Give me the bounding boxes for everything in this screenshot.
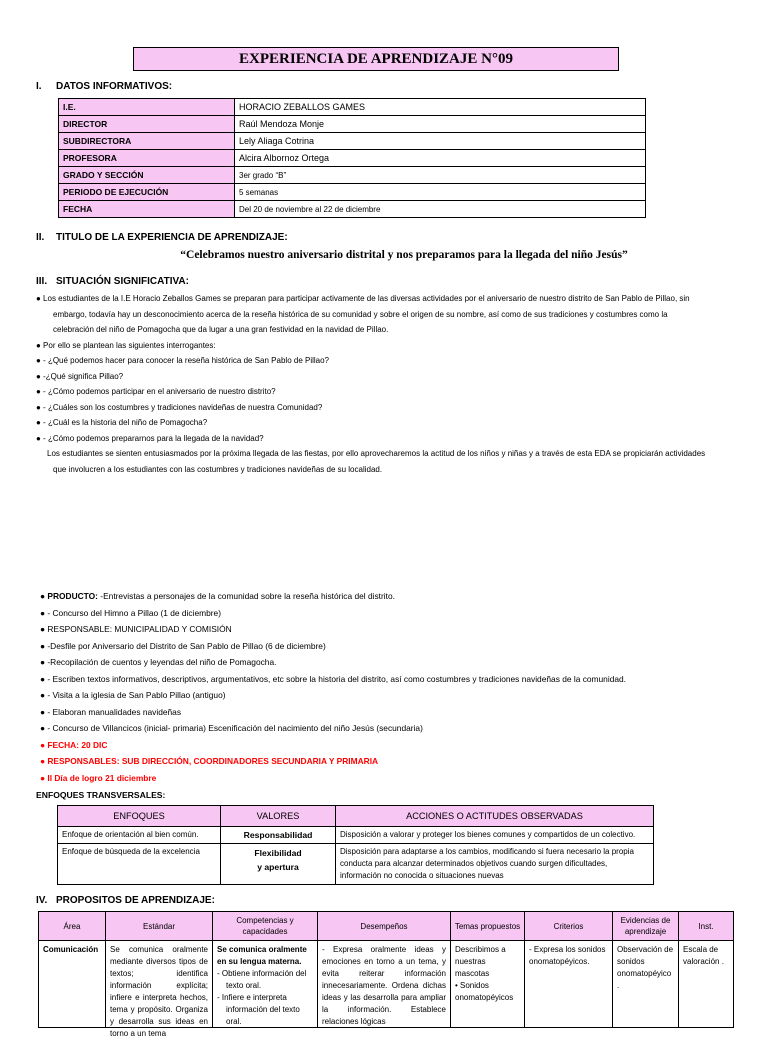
list-item: ● - Concurso de Villancicos (inicial- primaria) Escenificación del nacimiento del niño Jesús (secundaria): [40, 723, 423, 733]
table-row: DIRECTOR Raúl Mendoza Monje: [59, 116, 646, 133]
table-row: FECHA Del 20 de noviembre al 22 de diciembre: [59, 201, 646, 218]
list-item: ● - Concurso del Himno a Pillao (1 de diciembre): [40, 607, 222, 618]
section-situacion-heading: III. SITUACIÓN SIGNIFICATIVA:: [36, 276, 189, 287]
list-item: ● PRODUCTO: -Entrevistas a personajes de la comunidad sobre la reseña histórica del distrito.: [40, 591, 395, 601]
list-item: ● -Recopilación de cuentos y leyendas del niño de Pomagocha.: [40, 657, 277, 667]
column-header: ENFOQUES: [58, 806, 221, 827]
table-row: SUBDIRECTORA Lely Aliaga Cotrina: [59, 133, 646, 150]
list-item: ● - Escriben textos informativos, descriptivos, argumentativos, etc sobre la historia del distrito, así como costumbres y tradiciones navideñas de la comunidad.: [40, 673, 626, 684]
page-title: EXPERIENCIA DE APRENDIZAJE N°09: [133, 47, 619, 71]
column-header: Desempeños: [318, 912, 451, 941]
list-item: ● - Visita a la iglesia de San Pablo Pillao (antiguo): [40, 690, 226, 700]
list-item: ● RESPONSABLE: MUNICIPALIDAD Y COMISIÓN: [40, 624, 232, 634]
table-row: PROFESORA Alcira Albornoz Ortega: [59, 150, 646, 167]
column-header: Estándar: [106, 912, 213, 941]
list-item: ● - ¿Cómo podemos prepararnos para la llegada de la navidad?: [36, 433, 264, 443]
table-row: Enfoque de búsqueda de la excelencia Flexibilidad y apertura Disposición para adaptarse a los cambios, modificando si fuera necesario la propia conducta para alcanzar determinados objetivos cuando surgen dificultades, información no conocida o situaciones nuevas: [58, 844, 654, 885]
producto-list: [40, 588, 730, 786]
propositos-table: [38, 911, 734, 1038]
list-item: ● - Elaboran manualidades navideñas: [40, 706, 182, 717]
list-item: ● - ¿Cuáles son los costumbres y tradiciones navideñas de nuestra Comunidad?: [36, 402, 323, 412]
table-row: Comunicación Se comunica oralmente mediante diversos tipos de textos; identifica información explícita; infiere e interpreta hechos, tema y propósito. Organiza y desarrolla sus ideas en torno a un tema Se comunica oralmente en su lengua materna. - Obtiene información del texto oral. - Infiere e interpreta información del texto oral. - Expresa oralmente ideas y emociones en torno a un tema, y evita reiterar información innecesariamente. Ordena dichas ideas y las desarrolla para ampliar la información. Establece relaciones lógicas Describimos a nuestras mascotas • Sonidos onomatopéyicos - Expresa los sonidos onomatopéyicos. Observación de sonidos onomatopéyico . Escala de valoración .: [39, 941, 734, 1028]
situacion-text: ● Los estudiantes de la I.E Horacio Zeballos Games se preparan para participar activamente de las diversas actividades por el aniversario de nuestro distrito de San Pablo de Pillao, sin embargo, todavía hay un desconocimiento acerca de la reseña histórica de su comunidad y sobre el origen de su nombre, así como de sus tradiciones y costumbres como la celebración del niño de Pomagocha que da lugar a una gran festividad en la navidad de Pillao. ● Por ello se plantean las siguientes interrogantes: ● - ¿Qué podemos hacer para conocer la reseña histórica de San Pablo de Pillao? ● -¿Qué significa Pillao? ● - ¿Cómo podemos participar en el aniversario de nuestro distrito? ● - ¿Cuáles son los costumbres y tradiciones navideñas de nuestra Comunidad? ● - ¿Cuál es la historia del niño de Pomagocha? ● - ¿Cómo podemos prepararnos para la llegada de la navidad? Los estudiantes se sienten entusiasmados por la próxima llegada de las fiestas, por ello aprovecharemos la actitud de los niños y niñas y a través de esta EDA se propiciarán actividades que involucren a los estudiantes con las costumbres y tradiciones navideñas de su localidad.: [36, 291, 726, 477]
list-item: ● -¿Qué significa Pillao?: [36, 371, 124, 381]
column-header: Competencias y capacidades: [213, 912, 318, 941]
list-item: ● FECHA: 20 DIC: [40, 739, 108, 750]
list-item: ● - ¿Cuál es la historia del niño de Pomagocha?: [36, 418, 208, 427]
list-item: ● RESPONSABLES: SUB DIRECCIÓN, COORDINADORES SECUNDARIA Y PRIMARIA: [40, 756, 379, 766]
list-item: ● - ¿Qué podemos hacer para conocer la reseña histórica de San Pablo de Pillao?: [36, 356, 329, 365]
column-header: Área: [39, 912, 106, 941]
table-row: PERIODO DE EJECUCIÓN 5 semanas: [59, 184, 646, 201]
table-row: GRADO Y SECCIÓN 3er grado “B”: [59, 167, 646, 184]
column-header: ACCIONES O ACTITUDES OBSERVADAS: [336, 806, 654, 827]
column-header: Evidencias de aprendizaje: [613, 912, 679, 941]
list-item: ● II Día de logro 21 diciembre: [40, 772, 157, 783]
table-row: Enfoque de orientación al bien común. Responsabilidad Disposición a valorar y proteger los bienes comunes y compartidos de un colectivo.: [58, 827, 654, 844]
section-propositos-heading: IV. PROPOSITOS DE APRENDIZAJE:: [36, 895, 215, 906]
table-row: I.E. HORACIO ZEBALLOS GAMES: [59, 99, 646, 116]
datos-table: [58, 98, 646, 218]
column-header: VALORES: [221, 806, 336, 827]
column-header: Inst.: [679, 912, 734, 941]
enfoques-heading: ENFOQUES TRANSVERSALES:: [36, 790, 166, 800]
experience-quote: “Celebramos nuestro aniversario distrital y nos preparamos para la llegada del niño Jesús”: [180, 249, 628, 261]
column-header: Criterios: [525, 912, 613, 941]
list-item: ● - ¿Cómo podemos participar en el aniversario de nuestro distrito?: [36, 387, 276, 396]
enfoques-table: [57, 805, 654, 885]
section-titulo-heading: II. TITULO DE LA EXPERIENCIA DE APRENDIZAJE:: [36, 232, 288, 243]
list-item: ● -Desfile por Aniversario del Distrito de San Pablo de Pillao (6 de diciembre): [40, 640, 326, 651]
section-datos-heading: I. DATOS INFORMATIVOS:: [36, 81, 173, 92]
column-header: Temas propuestos: [451, 912, 525, 941]
